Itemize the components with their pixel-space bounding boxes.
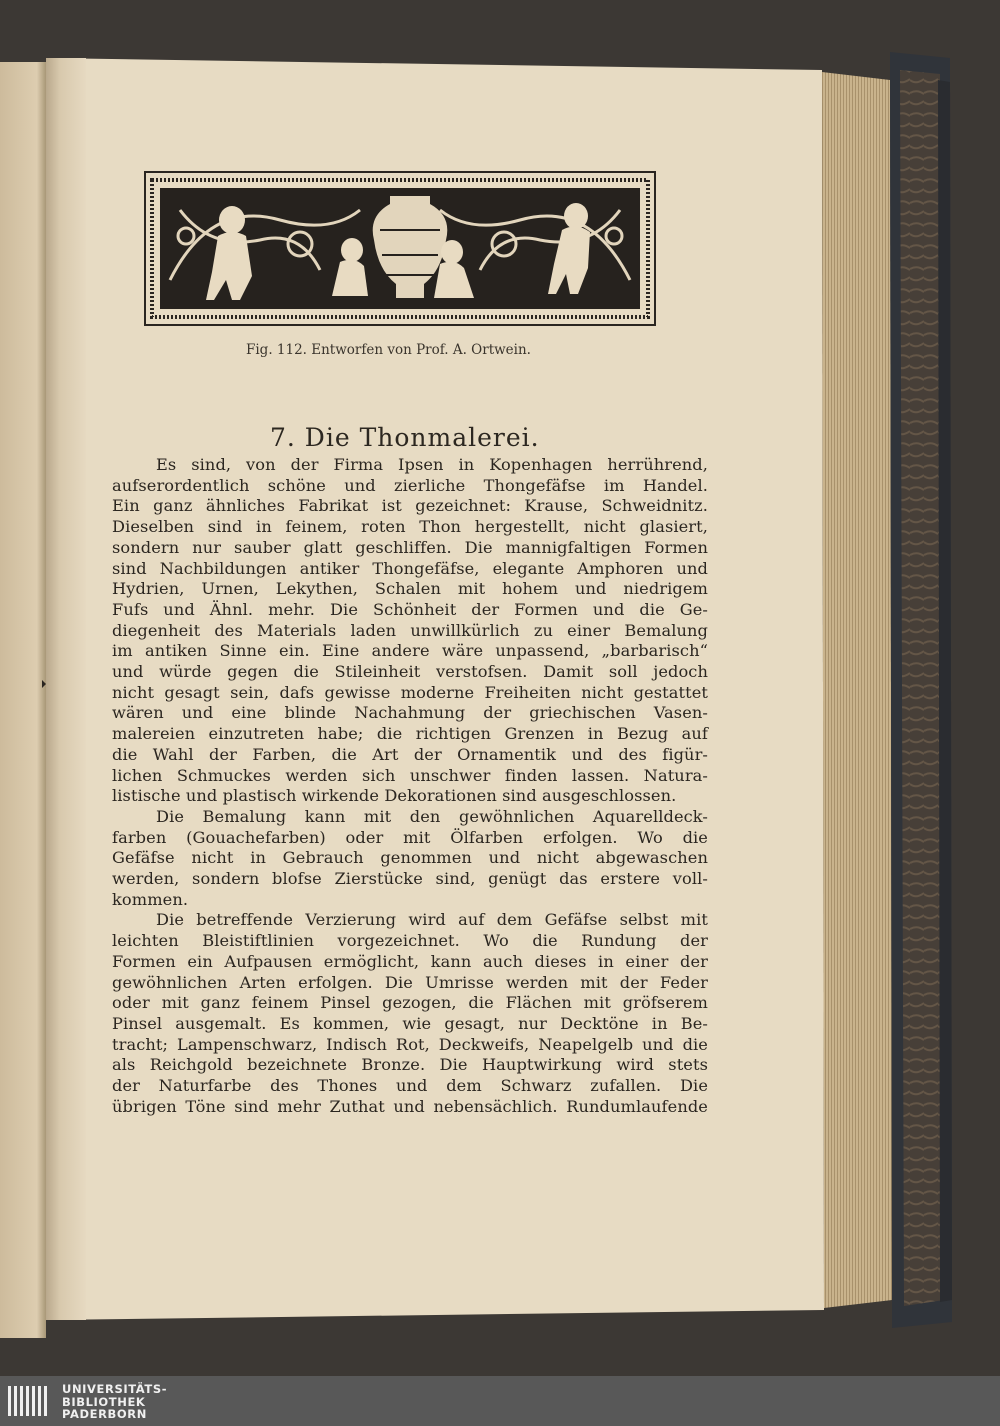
text-line: oder mit ganz feinem Pinsel gezogen, die Flächen mit gröfserem — [112, 993, 708, 1013]
text-line: im antiken Sinne ein. Eine andere wäre unpassend, „barbarisch“ — [112, 641, 708, 661]
section-heading: 7. Die Thonmalerei. — [270, 423, 540, 452]
text-line: Hydrien, Urnen, Lekythen, Schalen mit hohem und niedrigem — [112, 579, 708, 599]
library-logo-icon — [8, 1384, 50, 1418]
text-line: sind Nachbildungen antiker Thongefäfse, elegante Amphoren und — [112, 558, 708, 578]
body-text — [112, 455, 708, 1118]
text-line: übrigen Töne sind mehr Zuthat und nebensächlich. Rundumlaufende — [112, 1096, 708, 1116]
text-line: leichten Bleistiftlinien vorgezeichnet. Wo die Rundung der — [112, 931, 708, 951]
text-line: Ein ganz ähnliches Fabrikat ist gezeichnet: Krause, Schweidnitz. — [112, 496, 708, 516]
text-line: Gefäfse nicht in Gebrauch genommen und nicht abgewaschen — [112, 848, 708, 868]
text-line: diegenheit des Materials laden unwillkürlich zu einer Bemalung — [112, 620, 708, 640]
library-logo-text — [62, 1383, 167, 1421]
library-footer — [0, 1376, 1000, 1426]
text-line: kommen. — [112, 889, 189, 909]
text-line: Pinsel ausgemalt. Es kommen, wie gesagt, nur Decktöne in Be- — [112, 1013, 708, 1033]
text-line: werden, sondern blofse Zierstücke sind, genügt das erstere voll- — [112, 869, 708, 889]
paragraph-2 — [112, 807, 708, 911]
text-line: aufserordentlich schöne und zierliche Thongefäfse im Handel. — [112, 475, 708, 495]
text-line: farben (Gouachefarben) oder mit Ölfarben erfolgen. Wo die — [112, 827, 708, 847]
text-line: sondern nur sauber glatt geschliffen. Die mannigfaltigen Formen — [112, 537, 708, 557]
paragraph-3 — [112, 910, 708, 1117]
text-line: malereien einzutreten habe; die richtigen Grenzen in Bezug auf — [112, 724, 708, 744]
text-line: Die betreffende Verzierung wird auf dem Gefäfse selbst mit — [156, 910, 708, 930]
text-line: die Wahl der Farben, die Art der Ornamentik und des figür- — [112, 744, 708, 764]
text-line: gewöhnlichen Arten erfolgen. Die Umrisse werden mit der Feder — [112, 972, 708, 992]
logo-line: UNIVERSITÄTS- — [62, 1382, 168, 1396]
text-line: nicht gesagt sein, dafs gewisse moderne Freiheiten nicht gestattet — [112, 682, 708, 702]
text-line: Formen ein Aufpausen ermöglicht, kann auch dieses in einer der — [112, 951, 708, 971]
logo-line: PADERBORN — [62, 1407, 147, 1422]
paragraph-1 — [112, 455, 708, 807]
ornamental-banner — [145, 172, 655, 325]
text-line: Dieselben sind in feinem, roten Thon hergestellt, nicht glasiert, — [112, 517, 708, 537]
text-line: Die Bemalung kann mit den gewöhnlichen Aquarelldeck- — [156, 806, 708, 826]
text-line: listische und plastisch wirkende Dekorationen sind ausgeschlossen. — [112, 786, 677, 806]
text-line: Es sind, von der Firma Ipsen in Kopenhagen herrührend, — [156, 455, 708, 474]
text-line: und würde gegen die Stileinheit verstofsen. Damit soll jedoch — [112, 662, 708, 682]
logo-line: BIBLIOTHEK — [62, 1394, 146, 1409]
figure-caption: Fig. 112. Entworfen von Prof. A. Ortwein. — [246, 342, 531, 358]
text-line: Fufs und Ähnl. mehr. Die Schönheit der Formen und die Ge- — [112, 599, 708, 619]
text-line: wären und eine blinde Nachahmung der griechischen Vasen- — [112, 703, 708, 723]
left-page — [0, 62, 46, 1338]
text-line: lichen Schmuckes werden sich unschwer finden lassen. Natura- — [112, 765, 708, 785]
text-line: als Reichgold bezeichnete Bronze. Die Hauptwirkung wird stets — [112, 1055, 708, 1075]
text-line: tracht; Lampenschwarz, Indisch Rot, Deckweifs, Neapelgelb und die — [112, 1034, 708, 1054]
text-line: der Naturfarbe des Thones und dem Schwarz zufallen. Die — [112, 1076, 708, 1096]
